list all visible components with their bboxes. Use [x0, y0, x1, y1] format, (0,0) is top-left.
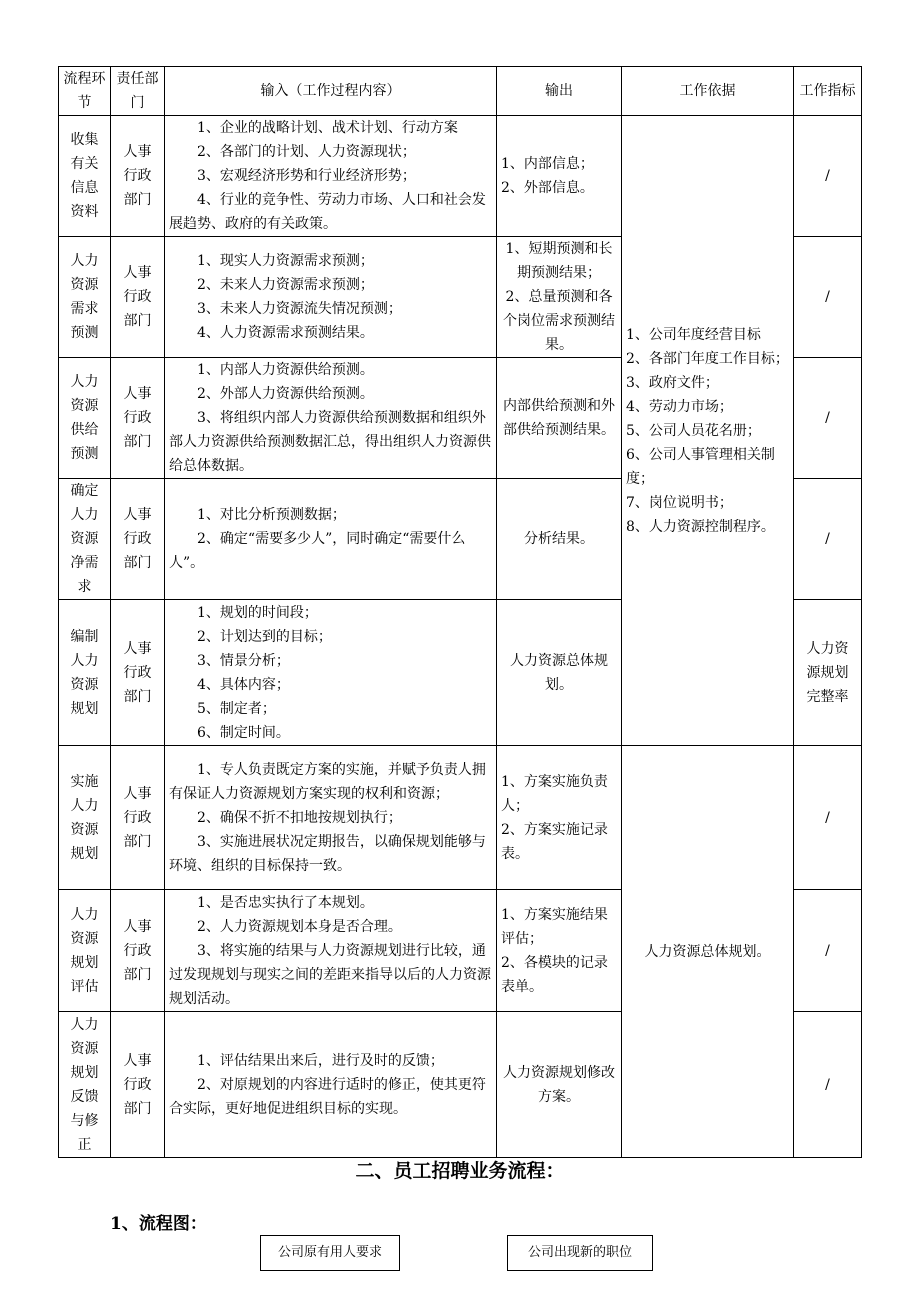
basis-cell-group2: 人力资源总体规划。 [622, 746, 794, 1158]
output-cell: 人力资源规划修改方案。 [497, 1012, 622, 1158]
step-cell: 人力资源规划评估 [59, 890, 111, 1012]
step-cell: 编制人力资源规划 [59, 600, 111, 746]
output-cell: 1、方案实施负责人； 2、方案实施记录表。 [497, 746, 622, 890]
table-header-row [59, 67, 862, 116]
dept-cell: 人事行政部门 [111, 116, 165, 237]
input-cell: 1、专人负责既定方案的实施，并赋予负责人拥有保证人力资源规划方案实现的权利和资源； 2、确保不折不扣地按规划执行； 3、实施进展状况定期报告，以确保规划能够与环境、组织的目标保持一致。 [165, 746, 497, 890]
kpi-cell: / [794, 746, 862, 890]
input-cell: 1、现实人力资源需求预测； 2、未来人力资源需求预测； 3、未来人力资源流失情况预测； 4、人力资源需求预测结果。 [165, 237, 497, 358]
step-cell: 实施人力资源规划 [59, 746, 111, 890]
output-cell: 1、方案实施结果评估； 2、各模块的记录表单。 [497, 890, 622, 1012]
step-cell: 人力资源需求预测 [59, 237, 111, 358]
flow-box-new-position: 公司出现新的职位 [507, 1235, 653, 1271]
section-title: 二、员工招聘业务流程： [355, 1160, 565, 1182]
kpi-cell: / [794, 890, 862, 1012]
kpi-cell: / [794, 237, 862, 358]
kpi-cell: / [794, 479, 862, 600]
header-basis: 工作依据 [622, 67, 794, 116]
header-output: 输出 [497, 67, 622, 116]
step-cell: 确定人力资源净需求 [59, 479, 111, 600]
step-cell: 人力资源供给预测 [59, 358, 111, 479]
header-dept: 责任部门 [111, 67, 165, 116]
kpi-cell: 人力资源规划完整率 [794, 600, 862, 746]
input-cell: 1、是否忠实执行了本规划。 2、人力资源规划本身是否合理。 3、将实施的结果与人力资源规划进行比较，通过发现规划与现实之间的差距来指导以后的人力资源规划活动。 [165, 890, 497, 1012]
header-input: 输入（工作过程内容） [165, 67, 497, 116]
dept-cell: 人事行政部门 [111, 479, 165, 600]
table-row [59, 116, 862, 237]
flow-box-existing-need: 公司原有用人要求 [260, 1235, 400, 1271]
output-cell: 1、内部信息； 2、外部信息。 [497, 116, 622, 237]
hr-planning-process-table [58, 66, 862, 1158]
basis-cell-group1: 1、公司年度经营目标 2、各部门年度工作目标； 3、政府文件； 4、劳动力市场； 5、公司人员花名册； 6、公司人事管理相关制度； 7、岗位说明书； 8、人力资源控制程序。 [622, 116, 794, 746]
dept-cell: 人事行政部门 [111, 237, 165, 358]
output-cell: 分析结果。 [497, 479, 622, 600]
input-cell: 1、内部人力资源供给预测。 2、外部人力资源供给预测。 3、将组织内部人力资源供给预测数据和组织外部人力资源供给预测数据汇总，得出组织人力资源供给总体数据。 [165, 358, 497, 479]
input-cell: 1、规划的时间段； 2、计划达到的目标； 3、情景分析； 4、具体内容； 5、制定者； 6、制定时间。 [165, 600, 497, 746]
header-step: 流程环节 [59, 67, 111, 116]
step-cell: 收集有关信息资料 [59, 116, 111, 237]
input-cell: 1、对比分析预测数据； 2、确定“需要多少人”，同时确定“需要什么人”。 [165, 479, 497, 600]
dept-cell: 人事行政部门 [111, 890, 165, 1012]
input-cell: 1、评估结果出来后，进行及时的反馈； 2、对原规划的内容进行适时的修正，使其更符合实际，更好地促进组织目标的实现。 [165, 1012, 497, 1158]
flowchart-label: 1、流程图： [110, 1214, 207, 1234]
output-cell: 1、短期预测和长期预测结果； 2、总量预测和各个岗位需求预测结果。 [497, 237, 622, 358]
kpi-cell: / [794, 116, 862, 237]
step-cell: 人力资源规划反馈与修正 [59, 1012, 111, 1158]
dept-cell: 人事行政部门 [111, 746, 165, 890]
kpi-cell: / [794, 358, 862, 479]
output-cell: 人力资源总体规划。 [497, 600, 622, 746]
kpi-cell: / [794, 1012, 862, 1158]
header-kpi: 工作指标 [794, 67, 862, 116]
input-cell: 1、企业的战略计划、战术计划、行动方案 2、各部门的计划、人力资源现状； 3、宏观经济形势和行业经济形势； 4、行业的竞争性、劳动力市场、人口和社会发展趋势、政府的有关政策。 [165, 116, 497, 237]
dept-cell: 人事行政部门 [111, 358, 165, 479]
dept-cell: 人事行政部门 [111, 1012, 165, 1158]
dept-cell: 人事行政部门 [111, 600, 165, 746]
output-cell: 内部供给预测和外部供给预测结果。 [497, 358, 622, 479]
table-row [59, 746, 862, 890]
